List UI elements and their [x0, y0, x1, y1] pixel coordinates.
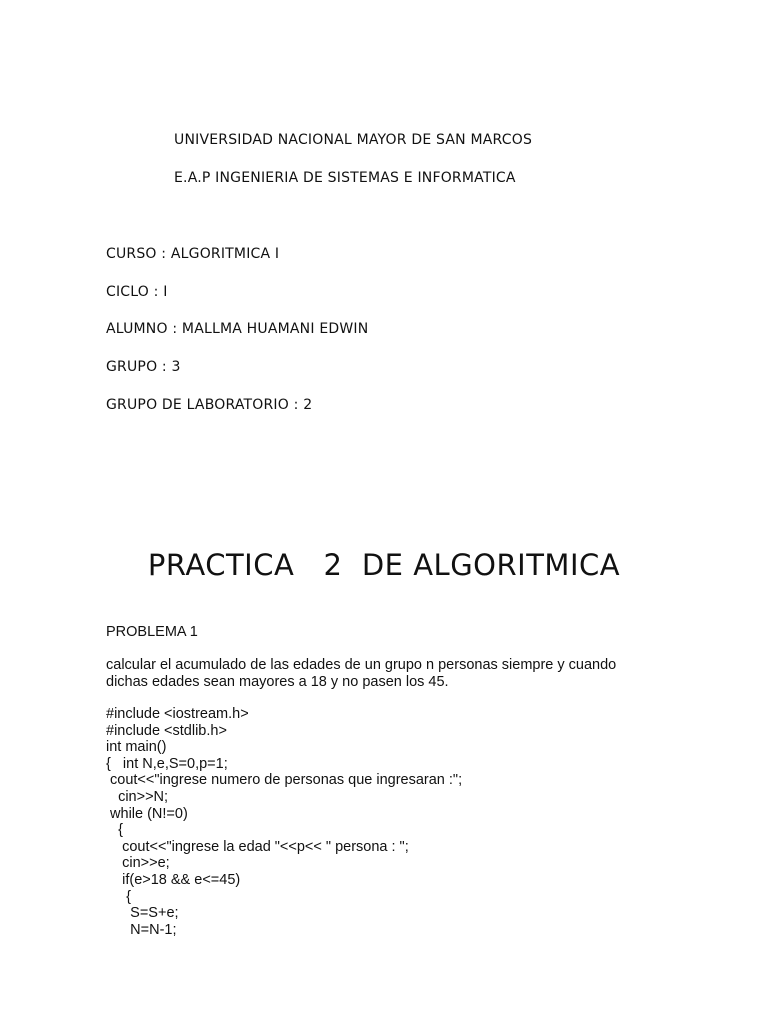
code-line: { — [106, 822, 123, 839]
code-block — [106, 706, 462, 938]
problem-description-line-1: calcular el acumulado de las edades de un grupo n personas siempre y cuando — [106, 657, 617, 673]
code-line: #include <stdlib.h> — [106, 722, 227, 739]
problem-description-line-2: dichas edades sean mayores a 18 y no pasen los 45. — [106, 674, 449, 690]
lab-group-line: GRUPO DE LABORATORIO : 2 — [106, 397, 313, 413]
problem-heading: PROBLEMA 1 — [106, 624, 198, 640]
university-name: UNIVERSIDAD NACIONAL MAYOR DE SAN MARCOS — [174, 132, 533, 148]
document-title: PRACTICA 2 DE ALGORITMICA — [147, 548, 621, 582]
code-line: cout<<"ingrese numero de personas que ingresaran :"; — [106, 772, 463, 789]
code-line: N=N-1; — [106, 921, 177, 938]
student-line: ALUMNO : MALLMA HUAMANI EDWIN — [106, 321, 369, 337]
code-line: cout<<"ingrese la edad "<<p<< " persona : "; — [106, 838, 409, 855]
code-line: cin>>e; — [106, 855, 170, 872]
code-line: #include <iostream.h> — [106, 706, 249, 722]
code-line: int main() — [106, 739, 167, 756]
code-line: S=S+e; — [106, 905, 179, 922]
code-line: while (N!=0) — [106, 805, 188, 822]
code-line: { int N,e,S=0,p=1; — [106, 755, 228, 772]
group-line: GRUPO : 3 — [106, 359, 181, 375]
cycle-line: CICLO : I — [106, 284, 168, 300]
school-name: E.A.P INGENIERIA DE SISTEMAS E INFORMATICA — [174, 170, 516, 186]
course-line: CURSO : ALGORITMICA I — [106, 246, 280, 262]
code-line: { — [106, 888, 131, 905]
code-line: cin>>N; — [106, 788, 169, 805]
code-line: if(e>18 && e<=45) — [106, 871, 241, 888]
